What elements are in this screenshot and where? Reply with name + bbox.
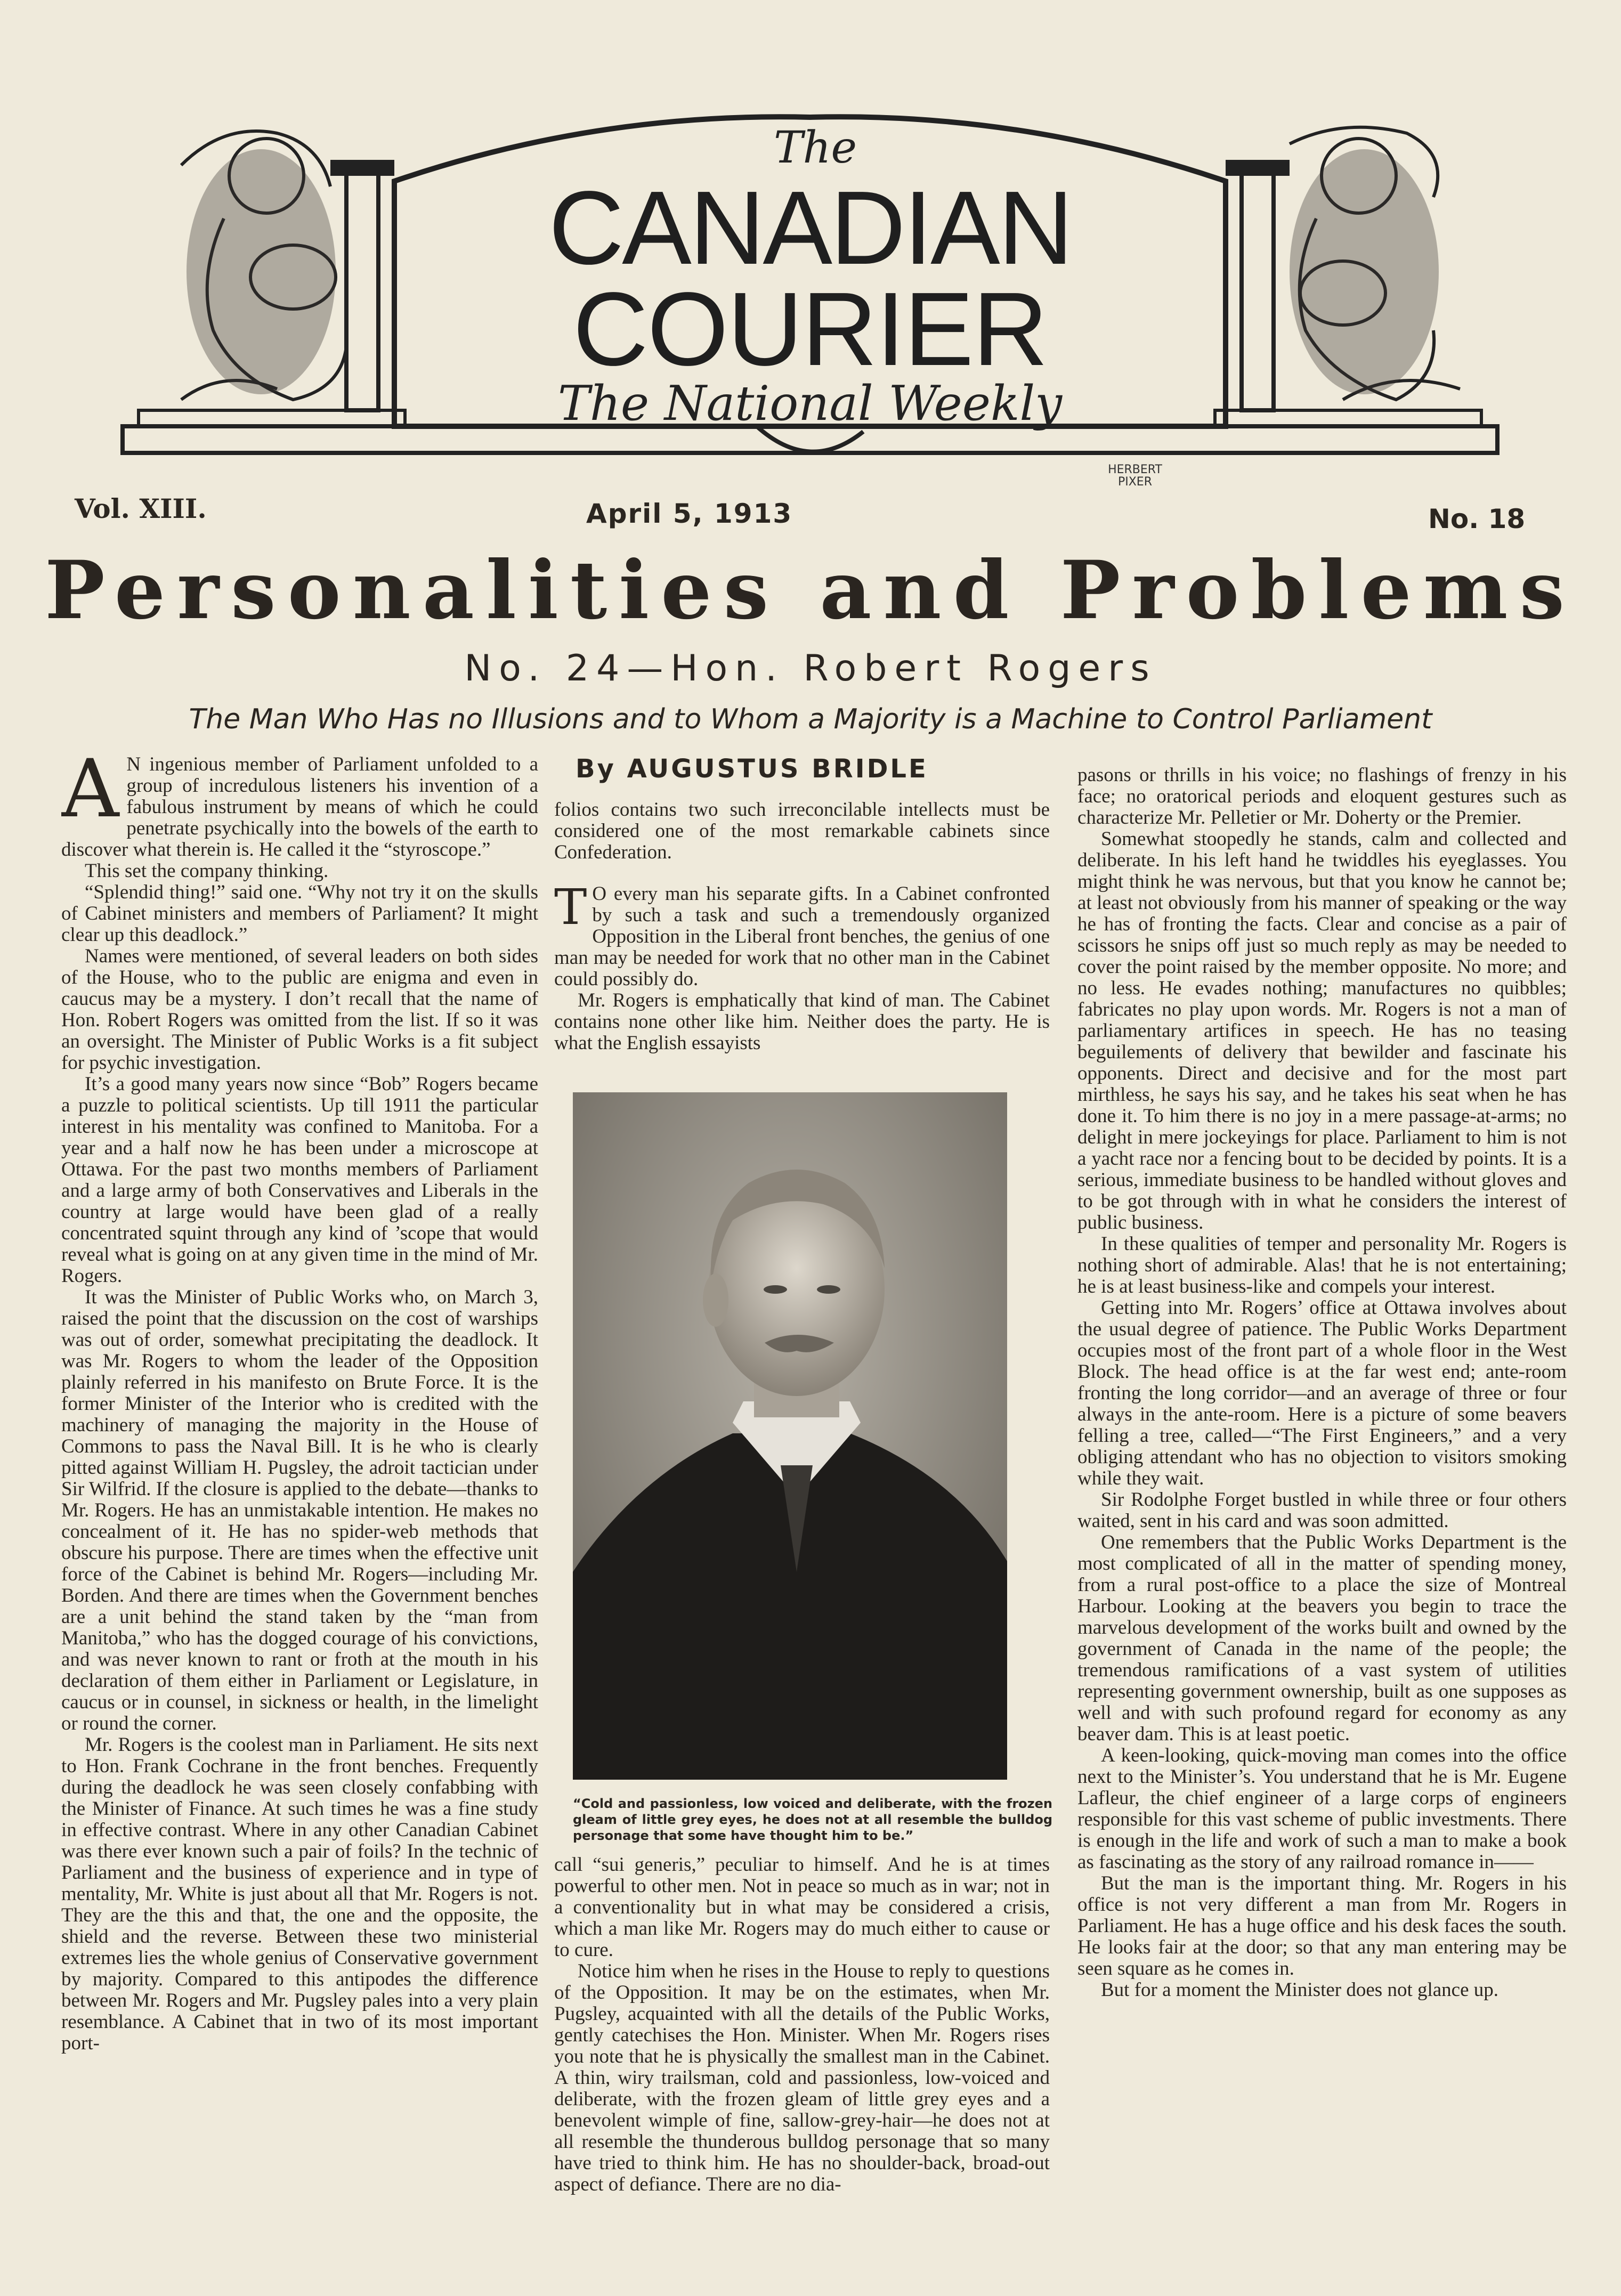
paragraph: Getting into Mr. Rogers’ office at Ottawa involves about the usual degree of patience. The Public Works Department occupies most of the front part of a whole floor in the West Block. The head office is at the far west end; ante-room fronting the long corridor—and an average of three or four always in the ante-room. Here is a picture of some beavers felling a tree, called—“The First Engineers,” and a very obliging attendant who has no objection to visitors smoking while they wait. (1077, 1297, 1567, 1489)
paragraph: But for a moment the Minister does not glance up. (1101, 1979, 1499, 2001)
article-tagline: The Man Who Has no Illusions and to Whom a Majority is a Machine to Control Parliament (189, 703, 1432, 735)
article-byline: By AUGUSTUS BRIDLE (576, 754, 928, 784)
article-column-2-bottom (554, 1854, 1050, 2265)
paragraph: A N ingenious member of Parliament unfolded to a group of incredulous listeners his invention of a fabulous instrument by means of which he could penetrate psychically into the bowels of the earth to discover what therein is. He called it the “styroscope.” (61, 754, 538, 861)
paragraph: “Splendid thing!” said one. “Why not try it on the skulls of Cabinet ministers and members of Parliament? It might clear up this deadlock.” (61, 881, 538, 946)
paragraph: Mr. Rogers is the coolest man in Parliament. He sits next to Hon. Frank Cochrane in the front benches. Frequently during the deadlock he was seen closely confabbing with the Minister of Finance. At such times he was a fine study in effective contrast. Where in any other Canadian Cabinet was there ever known such a pair of foils? In the technic of Parliament and the business of experience and in type of mentality, Mr. White is just about all that Mr. Rogers is not. They are the this and that, the one and the opposite, the shield and the reverse. Between these two ministerial extremes lies the whole genius of Conservative government by majority. Compared to this antipodes the difference between Mr. Rogers and Mr. Pugsley pales into a very plain resemblance. A Cabinet that in two of its most important port- (61, 1734, 538, 2054)
article-subhead: No. 24—Hon. Robert Rogers (464, 647, 1157, 689)
paragraph: call “sui generis,” peculiar to himself. And he is at times powerful to other men. Not in peace so much as in war; not in a conventionality but in what may be considered a crisis, which a man like Mr. Rogers may do much either to cause or to cure. (554, 1854, 1050, 1961)
paragraph: A keen-looking, quick-moving man comes into the office next to the Minister’s. You understand that he is Mr. Eugene Lafleur, the chief engineer of a large corps of engineers responsible for this vast scheme of public investments. There is enough in the life and work of such a man to make a book as fascinating as the story of any railroad romance in—— (1077, 1745, 1567, 1873)
paragraph: In these qualities of temper and personality Mr. Rogers is nothing short of admirable. Alas! that he is not entertaining; he is at least business-like and compels your interest. (1077, 1233, 1567, 1297)
portrait-image (573, 1092, 1007, 1780)
portrait-photo (573, 1092, 1007, 1780)
paragraph: It was the Minister of Public Works who, on March 3, raised the point that the discussion on the cost of warships was out of order, somewhat precipitating the deadlock. It was Mr. Rogers to whom the leader of the Opposition plainly referred in his manifesto on Brute Force. It is the former Minister of the Interior who is credited with the machinery of managing the majority in the House of Commons to pass the Naval Bill. It is he who is clearly pitted against William H. Pugsley, the adroit tactician under Sir Wilfrid. If the closure is applied to the debate—thanks to Mr. Rogers. He has an unmistakable intention. He makes no concealment of it. He has no spider-web methods that obscure his purpose. There are times when the effective unit force of the Cabinet is behind Mr. Rogers—including Mr. Borden. And there are times when the Government benches are a unit behind the stand taken by the “man from Manitoba,” who has the dogged courage of his convictions, and was never known to rant or froth at the mouth in his declaration of them either in Parliament or Legislature, in caucus or in counsel, in sickness or health, in the limelight or round the corner. (61, 1286, 538, 1734)
paragraph: folios contains two such irreconcilable intellects must be considered one of the most remarkable cabinets since Confederation. (554, 799, 1050, 863)
paragraph: T O every man his separate gifts. In a Cabinet confronted by such a task and such a tremendously organized Opposition in the Liberal front benches, the genius of one man may be needed for work that no other man in the Cabinet could possibly do. (554, 879, 1050, 990)
paragraph: This set the company thinking. (85, 860, 329, 882)
paragraph: Mr. Rogers is emphatically that kind of man. The Cabinet contains none other like him. Neither does the party. He is what the English essayists (554, 989, 1050, 1054)
article-column-2-top (554, 799, 1050, 1076)
paragraph: One remembers that the Public Works Department is the most complicated of all in the matter of spending money, from a rural post-office to a place the size of Montreal Harbour. Looking at the beavers you begin to trace the marvelous development of the works built and owned by the government of Canada in the name of the people; the tremendous ramifications of a vast system of utilities representing government ownership, built as one supposes as well and with such profound regard for economy as any beaver dam. This is at least poetic. (1077, 1531, 1567, 1745)
artist-signature: HERBERT PIXER (1108, 463, 1162, 489)
masthead-the: The (773, 123, 857, 173)
paragraph: Names were mentioned, of several leaders on both sides of the House, who to the public are enigma and even in caucus may be a mystery. I don’t recall that the name of Hon. Robert Rogers was omitted from the list. If so it was an oversight. The Minister of Public Works is a fit subject for psychic investigation. (61, 945, 538, 1074)
paragraph: pasons or thrills in his voice; no flashings of frenzy in his face; no oratorical periods and eloquent gestures such as characterize Mr. Pelletier or Mr. Doherty or the Premier. (1077, 765, 1567, 829)
issue-volume: Vol. XIII. (75, 493, 207, 524)
article-headline: Personalities and Problems (44, 543, 1576, 637)
issue-date: April 5, 1913 (586, 498, 793, 529)
paragraph: Sir Rodolphe Forget bustled in while three or four others waited, sent in his card and was soon admitted. (1077, 1489, 1567, 1532)
paragraph: Somewhat stoopedly he stands, calm and collected and deliberate. In his left hand he twiddles his eyeglasses. You might think he was nervous, but that you know he cannot be; at least not obviously from his manner of speaking or the way he has of fronting the facts. Clear and concise as a pair of scissors he snips off just so much reply as may be needed to cover the point raised by the member opposite. No more; and no less. He evades nothing; manufactures no quibbles; fabricates no play upon words. Mr. Rogers is not a man of parliamentary artifices in speech. He has no teasing beguilements of delivery that bewilder and fascinate his opponents. Direct and decisive and for the most part mirthless, he says his say, and he takes his seat when he has done it. To him there is no joy in a mere passage-at-arms; no delight in mere jockeyings for place. Parliament to him is not a yacht race nor a fencing bout to be decided by points. It is a serious, immediate business to be handled without gloves and to be got through with in what he considers the interest of public business. (1077, 828, 1567, 1234)
photo-caption: “Cold and passionless, low voiced and deliberate, with the frozen gleam of little grey eyes, he does not at all resemble the bulldog personage that some have thought him to be.” (573, 1796, 1052, 1843)
article-column-3 (1077, 765, 1567, 2267)
drop-cap: A (61, 754, 119, 835)
paragraph: Notice him when he rises in the House to reply to questions of the Opposition. It may be on the estimates, when Mr. Pugsley, acquainted with all the details of the Public Works, gently catechises the Hon. Minister. When Mr. Rogers rises you note that he is physically the smallest man in the Cabinet. A thin, wiry trailsman, cold and passionless, low-voiced and deliberate, with the frozen gleam of little grey eyes and a benevolent wimple of fine, sallow-grey-hair—he does not at all resemble the thunderous bulldog personage that so many have tried to think him. He has no shoulder-back, broad-out aspect of defiance. There are no dia- (554, 1960, 1050, 2195)
masthead-title-line2: COURIER (573, 271, 1047, 387)
masthead-subtitle: The National Weekly (557, 376, 1063, 432)
drop-cap: T (554, 879, 587, 936)
paragraph: But the man is the important thing. Mr. Rogers in his office is not very different a man from Mr. Rogers in Parliament. He has a huge office and his desk faces the south. He looks fair at the door; so that any man entering may be seen square as he comes in. (1077, 1872, 1567, 1979)
issue-number: No. 18 (1428, 504, 1526, 534)
paragraph: It’s a good many years now since “Bob” Rogers became a puzzle to political scientists. Up till 1911 the particular interest in his mentality was confined to Manitoba. For a year and a half now he has been under a microscope at Ottawa. For the past two months members of Parliament and a large army of both Conservatives and Liberals in the country at large would have been glad of a really concentrated squint through any kind of ’scope that would reveal what is going on at any given time in the mind of Mr. Rogers. (61, 1073, 538, 1287)
article-column-1 (61, 754, 538, 2257)
masthead-title-line1: CANADIAN (548, 169, 1072, 286)
